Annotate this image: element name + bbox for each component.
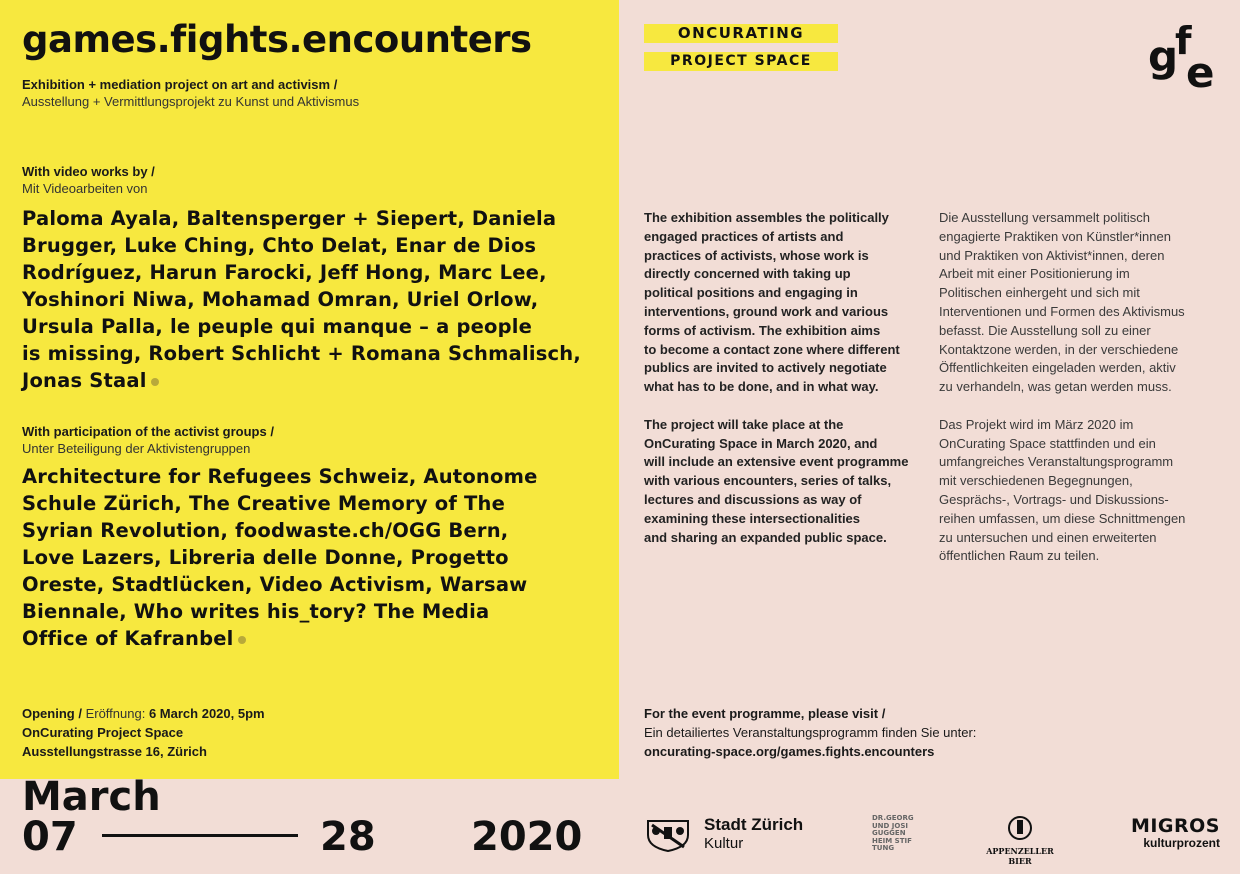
gfe-letter-e: e (1186, 48, 1215, 97)
text-line: publics are invited to actively negotiate (644, 360, 887, 376)
text-line: und Praktiken von Aktivist*innen, deren (939, 247, 1165, 263)
migros-logo (1120, 815, 1220, 850)
activist-groups-label (22, 424, 274, 456)
group-line: Syrian Revolution, foodwaste.ch/OGG Bern, (22, 519, 509, 542)
text-line: zu untersuchen und einen erweiterten (939, 529, 1157, 545)
text-line: umfangreiches Veranstaltungsprogramm (939, 454, 1174, 470)
subtitle (22, 77, 359, 109)
georg-line: UND JOSI (872, 821, 908, 830)
group-line: Office of Kafranbel (22, 627, 234, 650)
georg-guggenheim-logo (872, 815, 920, 853)
artist-line: Jonas Staal (22, 369, 147, 392)
opening-date: 6 March 2020, 5pm (148, 706, 265, 721)
group-line: Architecture for Refugees Schweiz, Autonome (22, 465, 538, 488)
text-line: Gesprächs-, Vortrags- und Diskussions- (939, 491, 1169, 507)
stadt-zurich-logo (644, 815, 820, 855)
opening-address: Ausstellungstrasse 16, Zürich (22, 744, 207, 759)
text-line: Öffentlichkeiten eingeladen werden, aktiv (939, 360, 1176, 376)
appenzeller-logo (976, 815, 1064, 866)
group-line: Schule Zürich, The Creative Memory of The (22, 492, 506, 515)
description-de-para2 (939, 416, 1229, 566)
text-line: what has to be done, and in what way. (644, 379, 879, 395)
activist-groups-list (22, 463, 612, 652)
description-en-para2 (644, 416, 930, 548)
activist-groups-label-de: Unter Beteiligung der Aktivistengruppen (22, 441, 251, 456)
description-de-para1 (939, 209, 1229, 397)
artist-line: is missing, Robert Schlicht + Romana Schmalisch, (22, 342, 581, 365)
text-line: forms of activism. The exhibition aims (644, 322, 881, 338)
video-works-label-en: With video works by / (22, 164, 155, 179)
date-start: 07 (22, 814, 78, 860)
gfe-letter-f: f (1175, 19, 1192, 63)
oncurating-logo: ONCURATING (644, 24, 838, 43)
text-line: engagierte Praktiken von Künstler*innen (939, 228, 1171, 244)
video-works-label-de: Mit Videoarbeiten von (22, 181, 148, 196)
artist-line: Rodríguez, Harun Farocki, Jeff Hong, Marc Lee, (22, 261, 547, 284)
georg-line: GUGGEN (872, 829, 906, 837)
text-line: examining these intersectionalities (644, 510, 861, 526)
page-title: games.fights.encounters (22, 18, 532, 61)
appenzeller-name: APPENZELLER BIER (986, 846, 1054, 866)
text-line: OnCurating Space in March 2020, and (644, 435, 878, 451)
subtitle-en: Exhibition + mediation project on art and activism / (22, 77, 338, 92)
text-line: Die Ausstellung versammelt politisch (939, 210, 1150, 225)
group-line: Oreste, Stadtlücken, Video Activism, Warsaw (22, 573, 528, 596)
description-en (644, 209, 930, 547)
text-line: engaged practices of artists and (644, 228, 844, 244)
video-works-label (22, 164, 155, 196)
text-line: lectures and discussions as way of (644, 491, 862, 507)
date-range-rule (102, 834, 298, 837)
text-line: political positions and engaging in (644, 285, 858, 301)
activist-groups-label-en: With participation of the activist groups / (22, 424, 274, 439)
event-programme-link[interactable]: oncurating-space.org/games.fights.encounters (644, 744, 935, 759)
project-space-logo: PROJECT SPACE (644, 52, 838, 71)
event-programme-label-en: For the event programme, please visit / (644, 706, 886, 721)
text-line: öffentlichen Raum zu teilen. (939, 548, 1100, 564)
group-line: Love Lazers, Libreria delle Donne, Progetto (22, 546, 509, 569)
stadt-zurich-sub: Kultur (704, 835, 744, 852)
text-line: mit verschiedenen Begegnungen, (939, 473, 1133, 489)
video-artists-list (22, 205, 612, 394)
artist-line: Ursula Palla, le peuple qui manque – a people (22, 315, 533, 338)
gfe-letter-g: g (1148, 32, 1179, 81)
event-programme (644, 704, 976, 761)
date-month: March (22, 774, 161, 820)
text-line: directly concerned with taking up (644, 266, 851, 282)
artist-line: Brugger, Luke Ching, Chto Delat, Enar de Dios (22, 234, 537, 257)
bullet-dot-icon (151, 378, 159, 386)
migros-sub: kulturprozent (1143, 836, 1220, 850)
opening-label-de: Eröffnung: (85, 706, 146, 721)
stadt-zurich-name: Stadt Zürich (704, 815, 804, 834)
text-line: Das Projekt wird im März 2020 im (939, 416, 1134, 432)
artist-line: Yoshinori Niwa, Mohamad Omran, Uriel Orlow, (22, 288, 539, 311)
opening-info (22, 704, 265, 761)
date-end: 28 (320, 814, 376, 860)
date-year: 2020 (471, 814, 583, 860)
text-line: Interventionen und Formen des Aktivismus (939, 303, 1185, 319)
text-line: The exhibition assembles the politically (644, 210, 889, 225)
migros-name: MIGROS (1130, 815, 1220, 837)
description-en-para1 (644, 209, 930, 397)
opening-venue: OnCurating Project Space (22, 725, 184, 740)
georg-line: DR.GEORG (872, 814, 914, 822)
subtitle-de: Ausstellung + Vermittlungsprojekt zu Kunst und Aktivismus (22, 94, 360, 109)
event-programme-label-de: Ein detailiertes Veranstaltungsprogramm finden Sie unter: (644, 725, 977, 740)
text-line: Kontaktzone werden, in der verschiedene (939, 341, 1179, 357)
opening-label-en: Opening / (22, 706, 82, 721)
text-line: The project will take place at the (644, 416, 844, 432)
gfe-logo (1148, 19, 1218, 97)
artist-line-last (22, 367, 612, 394)
artist-line: Paloma Ayala, Baltensperger + Siepert, Daniela (22, 207, 557, 230)
georg-line: TUNG (872, 844, 895, 852)
text-line: Politischen einhergeht und sich mit (939, 285, 1140, 301)
text-line: practices of activists, whose work is (644, 247, 869, 263)
text-line: with various encounters, series of talks, (644, 473, 892, 489)
text-line: OnCurating Space stattfinden und ein (939, 435, 1156, 451)
text-line: to become a contact zone where different (644, 341, 900, 357)
text-line: befasst. Die Ausstellung soll zu einer (939, 322, 1151, 338)
text-line: interventions, ground work and various (644, 303, 889, 319)
group-line-last (22, 625, 612, 652)
text-line: reihen umfassen, um diese Schnittmengen (939, 510, 1186, 526)
appenzeller-emblem-icon (1005, 815, 1035, 841)
zurich-crest-icon (644, 817, 692, 853)
text-line: Arbeit mit einer Positionierung im (939, 266, 1130, 282)
group-line: Biennale, Who writes his_tory? The Media (22, 600, 490, 623)
bullet-dot-icon (238, 636, 246, 644)
text-line: will include an extensive event programme (644, 454, 909, 470)
description-de (939, 209, 1229, 566)
georg-line: HEIM STIF (872, 836, 912, 845)
text-line: and sharing an expanded public space. (644, 529, 887, 545)
text-line: zu verhandeln, was getan werden muss. (939, 379, 1172, 395)
